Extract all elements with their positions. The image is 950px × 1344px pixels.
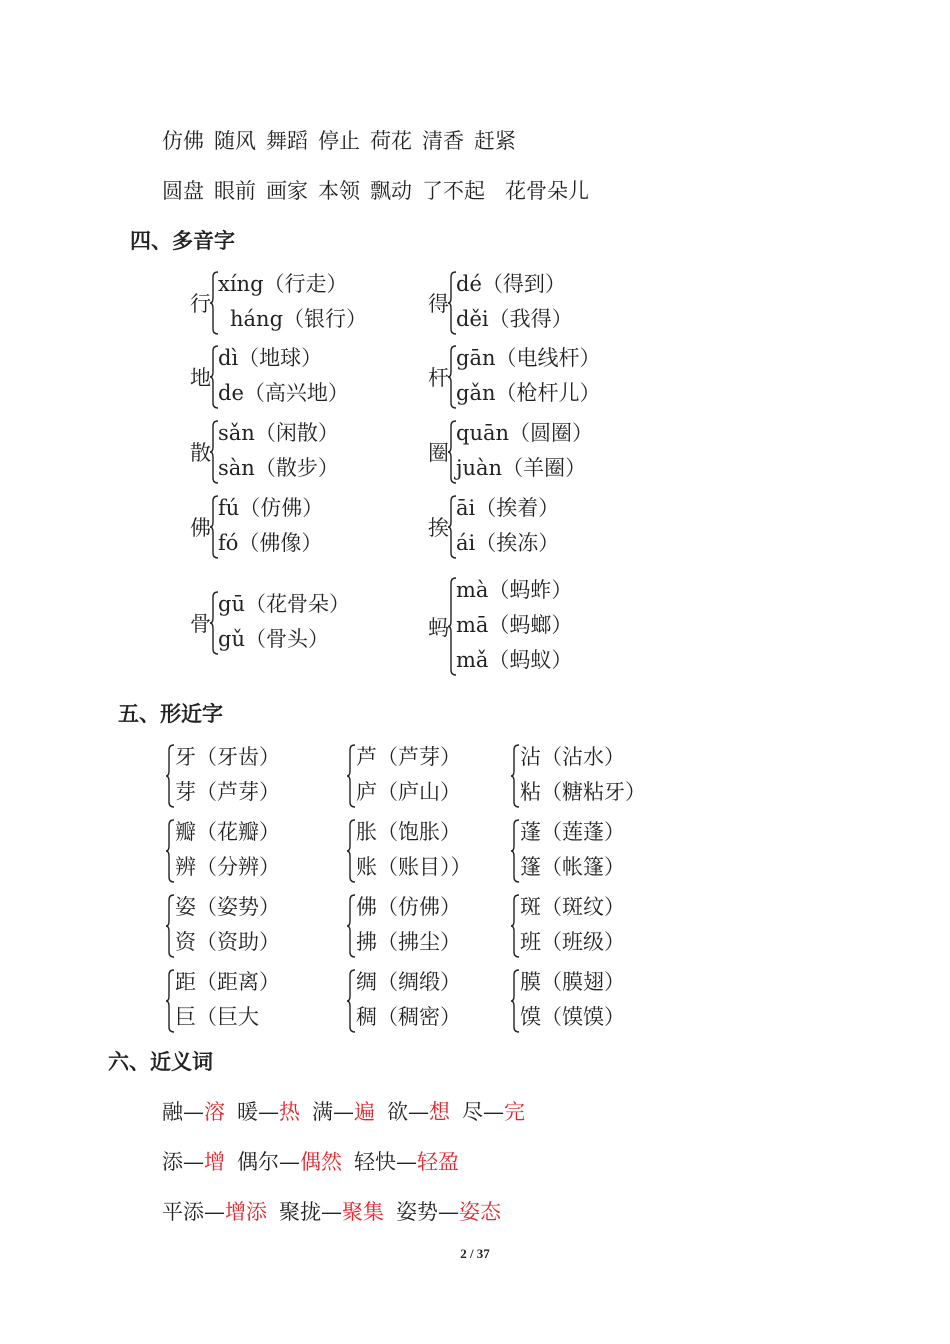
similar-char-entry: 班（班级） [520,930,625,954]
vocab-word: 随风 [214,129,256,153]
synonym-answer: 想 [429,1100,450,1124]
vocab-word: 本领 [318,179,360,203]
similar-char-entry: 沾（沾水） [520,745,625,769]
vocab-line-1 [162,125,526,155]
synonym-word: 欲— [387,1100,429,1124]
brace-icon [347,744,356,808]
polyphonic-char: 散 [190,441,211,465]
brace-icon [347,969,356,1033]
polyphonic-char: 得 [428,292,449,316]
brace-icon [511,744,520,808]
synonym-line [162,1146,471,1176]
similar-char-entry: 账（账目）） [356,855,472,879]
similar-char-entry: 巨（巨大 [175,1005,259,1029]
vocab-word: 了不起 [422,179,485,203]
synonym-answer: 热 [279,1100,300,1124]
synonym-word: 姿势— [396,1200,459,1224]
brace-icon [511,894,520,958]
brace-icon [166,894,175,958]
synonym-answer: 偶然 [300,1150,342,1174]
synonym-line [162,1096,537,1126]
pinyin-reading: gǎn（枪杆儿） [456,381,601,405]
similar-char-entry: 芽（芦芽） [175,780,280,804]
vocab-word: 飘动 [370,179,412,203]
synonym-pair [162,1150,225,1174]
vocab-word: 圆盘 [162,179,204,203]
synonym-word: 聚拢— [279,1200,342,1224]
similar-char-entry: 膜（膜翅） [520,970,625,994]
vocab-line-2 [162,175,599,205]
synonym-word: 暖— [237,1100,279,1124]
polyphonic-char: 蚂 [428,615,449,640]
pinyin-reading: fó（佛像） [218,531,323,555]
synonym-pair [162,1100,225,1124]
pinyin-reading: xíng（行走） [218,272,348,296]
section-heading-polyphonic: 四、多音字 [130,228,235,253]
pinyin-reading: dì（地球） [218,346,323,370]
synonym-word: 融— [162,1100,204,1124]
section-heading-similar-chars: 五、形近字 [118,701,223,726]
polyphonic-char: 挨 [428,516,449,540]
pinyin-reading: juàn（羊圈） [456,456,587,480]
vocab-word: 清香 [422,129,464,153]
vocab-word: 舞蹈 [266,129,308,153]
similar-char-entry: 蓬（莲蓬） [520,820,625,844]
synonym-pair [312,1100,375,1124]
polyphonic-char: 行 [190,292,211,316]
similar-char-entry: 芦（芦芽） [356,745,461,769]
pinyin-reading: dé（得到） [456,272,566,296]
pinyin-reading: ái（挨冻） [456,531,560,555]
section-heading-synonyms: 六、近义词 [108,1049,213,1074]
polyphonic-char: 佛 [190,516,211,540]
pinyin-reading: de（高兴地） [218,381,349,405]
similar-char-entry: 稠（稠密） [356,1005,461,1029]
synonym-answer: 遍 [354,1100,375,1124]
synonym-answer: 姿态 [459,1200,501,1224]
similar-char-entry: 瓣（花瓣） [175,820,280,844]
pinyin-reading: sǎn（闲散） [218,421,339,445]
similar-char-entry: 拂（拂尘） [356,930,461,954]
synonym-line [162,1196,513,1226]
pinyin-reading: gū（花骨朵） [218,592,350,616]
pinyin-reading: mà（蚂蚱） [456,578,573,602]
brace-icon [166,819,175,883]
pinyin-reading: děi（我得） [456,307,573,331]
polyphonic-char: 圈 [428,441,449,465]
pinyin-reading: gǔ（骨头） [218,627,329,651]
similar-char-entry: 距（距离） [175,970,280,994]
vocab-word: 荷花 [370,129,412,153]
pinyin-reading: mǎ（蚂蚁） [456,648,573,672]
synonym-word: 轻快— [354,1150,417,1174]
synonym-word: 添— [162,1150,204,1174]
pinyin-reading: háng（银行） [230,307,368,331]
pinyin-reading: quān（圆圈） [456,421,594,445]
brace-icon [511,819,520,883]
synonym-word: 平添— [162,1200,225,1224]
similar-char-entry: 辨（分辨） [175,855,280,879]
similar-char-entry: 斑（斑纹） [520,895,625,919]
synonym-pair [462,1100,525,1124]
pinyin-reading: āi（挨着） [456,496,560,520]
page-number: 2 / 37 [460,1246,490,1261]
similar-char-entry: 胀（饱胀） [356,820,461,844]
polyphonic-char: 地 [190,366,211,390]
similar-char-entry: 绸（绸缎） [356,970,461,994]
synonym-answer: 轻盈 [417,1150,459,1174]
similar-char-entry: 粘（糖粘牙） [520,780,646,804]
synonym-pair [279,1200,384,1224]
synonym-pair [162,1200,267,1224]
polyphonic-char: 骨 [190,612,211,636]
synonym-word: 满— [312,1100,354,1124]
synonym-pair [396,1200,501,1224]
similar-char-entry: 资（资助） [175,930,280,954]
synonym-pair [354,1150,459,1174]
similar-char-entry: 馍（馍馍） [520,1005,625,1029]
synonym-pair [387,1100,450,1124]
synonym-answer: 增添 [225,1200,267,1224]
polyphonic-char: 杆 [428,366,449,390]
similar-char-entry: 姿（姿势） [175,895,280,919]
brace-icon [166,969,175,1033]
vocab-word: 花骨朵儿 [505,179,589,203]
synonym-word: 尽— [462,1100,504,1124]
similar-char-entry: 篷（帐篷） [520,855,625,879]
synonym-answer: 完 [504,1100,525,1124]
similar-char-entry: 牙（牙齿） [175,745,280,769]
pinyin-reading: mā（蚂螂） [456,613,573,637]
brace-icon [347,819,356,883]
similar-char-entry: 庐（庐山） [356,780,461,804]
vocab-word: 停止 [318,129,360,153]
pinyin-reading: gān（电线杆） [456,346,601,370]
vocab-word: 赶紧 [474,129,516,153]
brace-icon [347,894,356,958]
brace-icon [166,744,175,808]
synonym-answer: 溶 [204,1100,225,1124]
synonym-answer: 增 [204,1150,225,1174]
synonym-pair [237,1100,300,1124]
vocab-word: 仿佛 [162,129,204,153]
synonym-word: 偶尔— [237,1150,300,1174]
synonym-answer: 聚集 [342,1200,384,1224]
synonym-pair [237,1150,342,1174]
similar-char-entry: 佛（仿佛） [356,895,461,919]
vocab-word: 眼前 [214,179,256,203]
pinyin-reading: sàn（散步） [218,456,339,480]
brace-icon [511,969,520,1033]
vocab-word: 画家 [266,179,308,203]
pinyin-reading: fú（仿佛） [218,496,324,520]
